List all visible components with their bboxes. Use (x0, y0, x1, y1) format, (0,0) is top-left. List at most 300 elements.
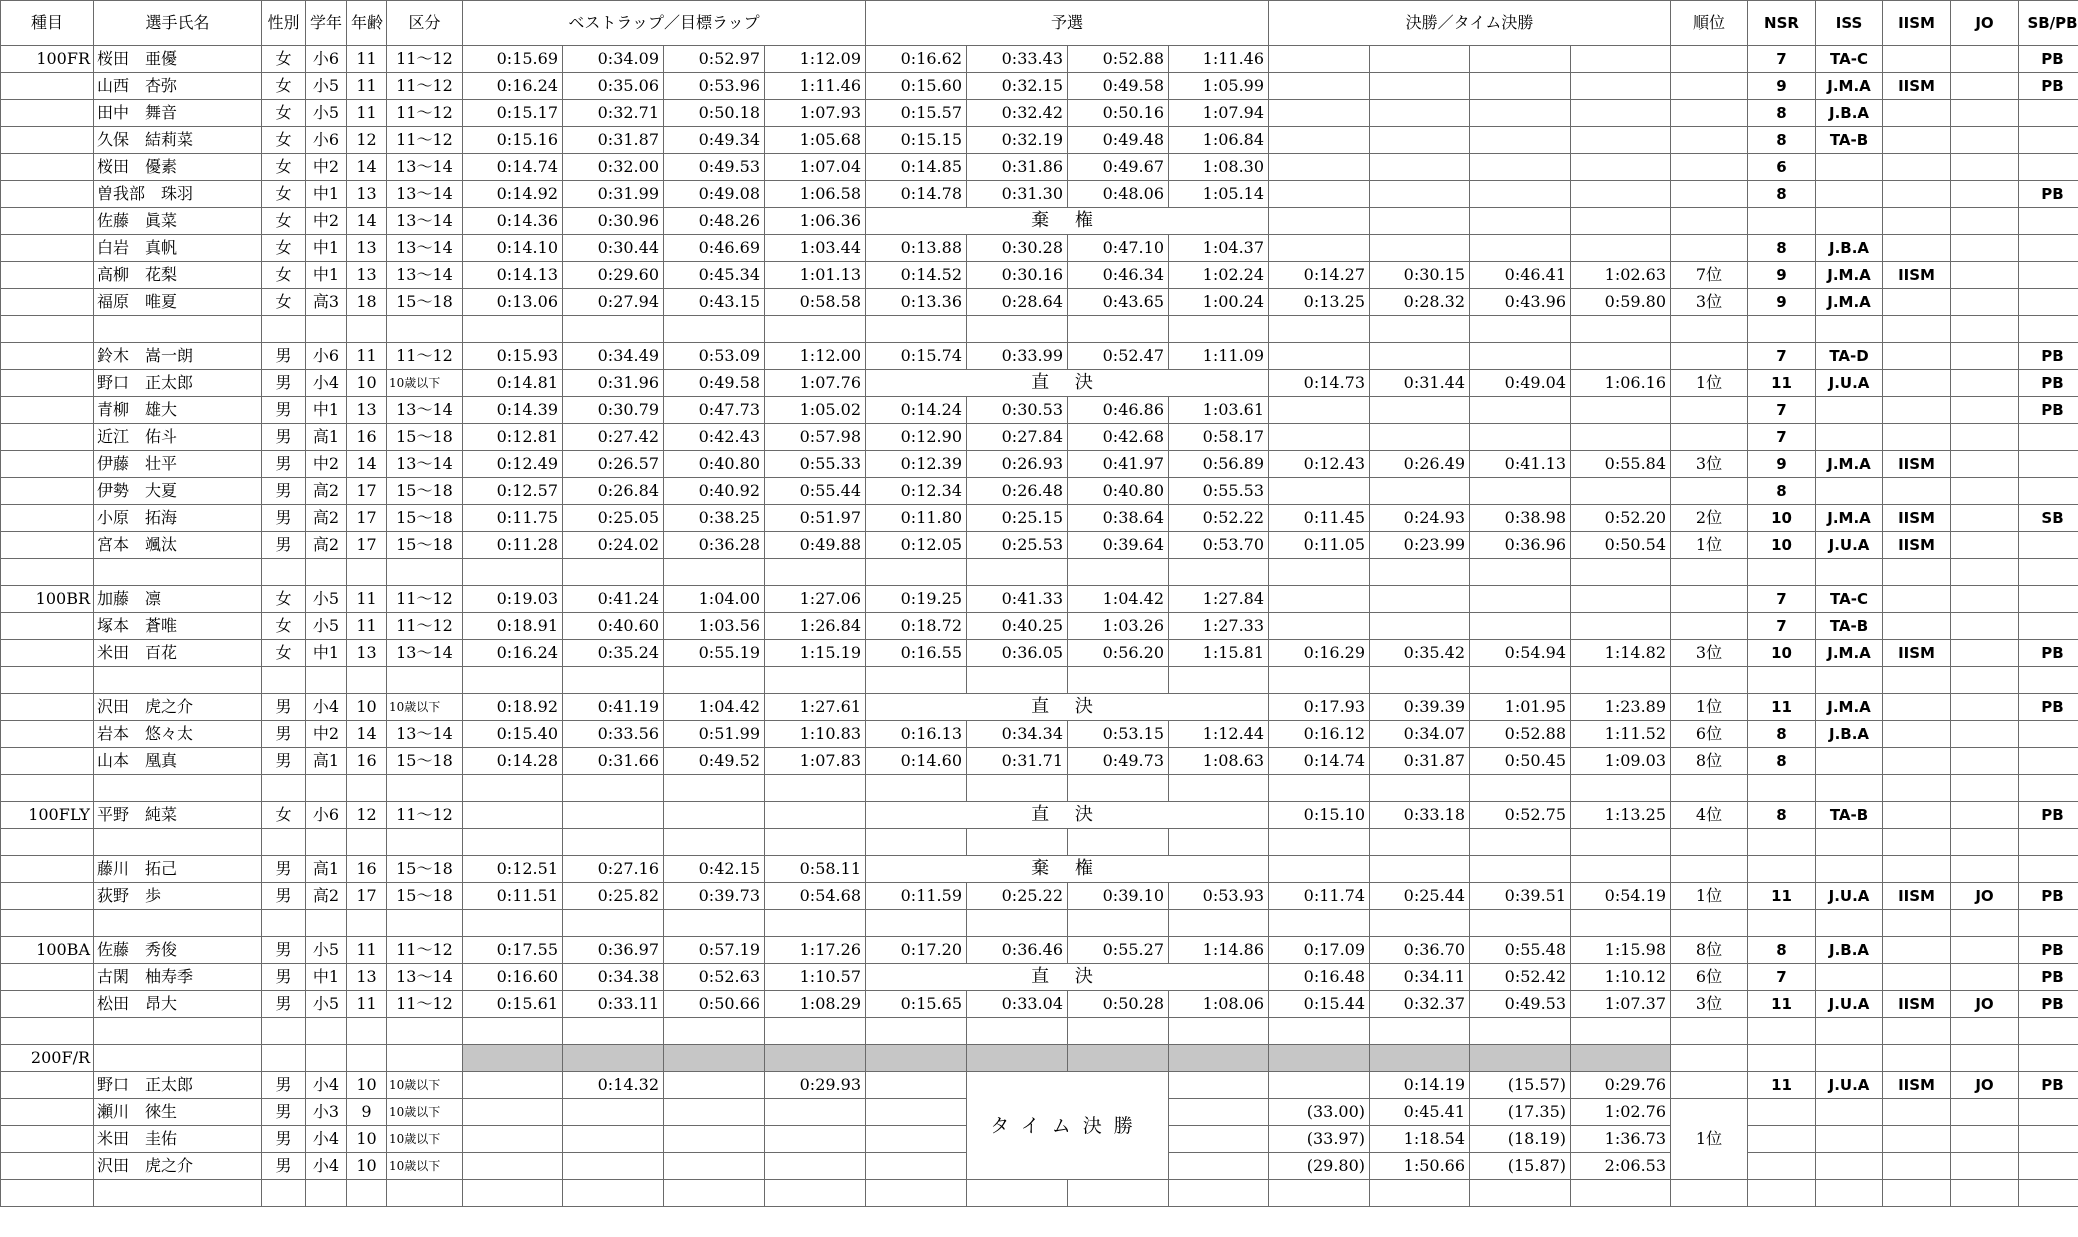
table-row (1, 100, 2078, 127)
empty-cell (1748, 829, 1816, 856)
swimmer-name: 岩本 悠々太 (94, 721, 262, 748)
best-lap-cell: 1:11.46 (765, 73, 866, 100)
prelim-cell: 1:06.84 (1169, 127, 1269, 154)
empty-cell (866, 775, 967, 802)
final-cell: 0:25.44 (1370, 883, 1470, 910)
best-lap-cell: 0:27.94 (563, 289, 664, 316)
age-cell: 16 (347, 748, 387, 775)
grade-cell: 高2 (306, 883, 347, 910)
iss-cell: J.M.A (1816, 73, 1883, 100)
best-lap-cell: 1:10.83 (765, 721, 866, 748)
best-lap-cell: 0:12.51 (463, 856, 563, 883)
category-cell: 10歳以下 (387, 1153, 463, 1180)
rank-cell: 3位 (1671, 640, 1748, 667)
empty-cell (306, 1045, 347, 1072)
empty-cell (1269, 1180, 1370, 1207)
empty-cell (1470, 316, 1571, 343)
empty-cell (2019, 1018, 2078, 1045)
grade-cell: 中1 (306, 262, 347, 289)
best-lap-cell: 1:06.36 (765, 208, 866, 235)
iss-cell: TA-B (1816, 127, 1883, 154)
gender-cell: 男 (262, 883, 306, 910)
gender-cell: 女 (262, 802, 306, 829)
iism-cell (1883, 370, 1951, 397)
iism-cell (1883, 478, 1951, 505)
empty-cell (765, 829, 866, 856)
prelim-cell: 0:14.52 (866, 262, 967, 289)
final-cell: 0:52.88 (1470, 721, 1571, 748)
iism-cell (1883, 586, 1951, 613)
best-lap-cell (664, 1072, 765, 1099)
iism-cell (1883, 127, 1951, 154)
rank-cell: 2位 (1671, 505, 1748, 532)
prelim-cell: 0:12.34 (866, 478, 967, 505)
category-cell: 11～12 (387, 73, 463, 100)
rank-cell (1671, 1072, 1748, 1099)
final-cell: 0:14.19 (1370, 1072, 1470, 1099)
empty-cell (262, 829, 306, 856)
empty-cell (1, 721, 94, 748)
grade-cell: 小4 (306, 370, 347, 397)
prelim-cell: 0:52.22 (1169, 505, 1269, 532)
gender-cell: 男 (262, 1072, 306, 1099)
final-cell (1269, 208, 1370, 235)
swimmer-name: 田中 舞音 (94, 100, 262, 127)
empty-cell (1816, 829, 1883, 856)
empty-cell (1169, 1072, 1269, 1099)
grade-cell: 小4 (306, 1072, 347, 1099)
best-lap-cell: 0:39.73 (664, 883, 765, 910)
grade-cell: 高2 (306, 505, 347, 532)
rank-cell (1671, 586, 1748, 613)
table-row (1, 991, 2078, 1018)
header-category: 区分 (387, 1, 463, 46)
final-cell (1370, 397, 1470, 424)
empty-cell (1068, 1180, 1169, 1207)
empty-cell (967, 667, 1068, 694)
best-lap-cell: 0:26.57 (563, 451, 664, 478)
empty-cell (1, 316, 94, 343)
empty-cell (1571, 910, 1671, 937)
swimmer-name: 沢田 虎之介 (94, 694, 262, 721)
empty-cell (1671, 775, 1748, 802)
jo-cell (1951, 46, 2019, 73)
empty-cell (1169, 667, 1269, 694)
nsr-cell: 10 (1748, 640, 1816, 667)
table-row (1, 208, 2078, 235)
empty-cell (967, 829, 1068, 856)
final-cell (1571, 208, 1671, 235)
final-cell: 0:50.54 (1571, 532, 1671, 559)
best-lap-cell: 0:50.66 (664, 991, 765, 1018)
best-lap-cell: 1:10.57 (765, 964, 866, 991)
table-row (1, 856, 2078, 883)
prelim-cell: 0:31.86 (967, 154, 1068, 181)
final-cell: 0:54.19 (1571, 883, 1671, 910)
empty-cell (1, 451, 94, 478)
iss-cell (1816, 478, 1883, 505)
grade-cell: 中1 (306, 397, 347, 424)
header-grade: 学年 (306, 1, 347, 46)
header-jo: JO (1951, 1, 2019, 46)
best-lap-cell: 0:18.92 (463, 694, 563, 721)
prelim-cell: 0:33.04 (967, 991, 1068, 1018)
empty-cell (866, 559, 967, 586)
iss-cell: J.M.A (1816, 505, 1883, 532)
final-cell: 0:15.10 (1269, 802, 1370, 829)
final-cell: 0:39.51 (1470, 883, 1571, 910)
jo-cell (1951, 1153, 2019, 1180)
empty-cell (2019, 775, 2078, 802)
age-cell: 18 (347, 289, 387, 316)
nsr-cell: 8 (1748, 100, 1816, 127)
jo-cell (1951, 613, 2019, 640)
empty-cell (967, 1018, 1068, 1045)
nsr-cell: 8 (1748, 235, 1816, 262)
swimmer-name: 荻野 歩 (94, 883, 262, 910)
best-lap-cell: 0:11.51 (463, 883, 563, 910)
grade-cell: 高2 (306, 478, 347, 505)
swimmer-name: 鈴木 嵩一朗 (94, 343, 262, 370)
prelim-cell: 0:28.64 (967, 289, 1068, 316)
age-cell: 16 (347, 856, 387, 883)
best-lap-cell: 1:15.19 (765, 640, 866, 667)
rank-cell: 4位 (1671, 802, 1748, 829)
final-cell (1470, 208, 1571, 235)
empty-cell (967, 910, 1068, 937)
final-cell: 0:17.09 (1269, 937, 1370, 964)
best-lap-cell: 1:01.13 (765, 262, 866, 289)
best-lap-cell: 0:15.93 (463, 343, 563, 370)
final-cell: 1:18.54 (1370, 1126, 1470, 1153)
age-cell: 11 (347, 586, 387, 613)
nsr-cell: 9 (1748, 73, 1816, 100)
gender-cell: 男 (262, 532, 306, 559)
sbpb-cell (2019, 289, 2078, 316)
nsr-cell: 6 (1748, 154, 1816, 181)
empty-cell (1748, 775, 1816, 802)
blank-row (1, 775, 2078, 802)
age-cell: 13 (347, 262, 387, 289)
empty-cell (262, 316, 306, 343)
empty-cell (765, 1018, 866, 1045)
age-cell: 11 (347, 46, 387, 73)
category-cell: 11～12 (387, 100, 463, 127)
category-cell: 15～18 (387, 883, 463, 910)
prelim-cell: 1:00.24 (1169, 289, 1269, 316)
final-cell: 0:55.48 (1470, 937, 1571, 964)
prelim-cell: 0:55.53 (1169, 478, 1269, 505)
gender-cell: 男 (262, 370, 306, 397)
empty-cell (765, 1180, 866, 1207)
iss-cell: J.B.A (1816, 721, 1883, 748)
empty-cell (2019, 1180, 2078, 1207)
empty-cell (1370, 829, 1470, 856)
category-cell: 10歳以下 (387, 1099, 463, 1126)
empty-cell (387, 559, 463, 586)
best-lap-cell: 0:13.06 (463, 289, 563, 316)
iism-cell (1883, 397, 1951, 424)
nsr-cell: 7 (1748, 586, 1816, 613)
prelim-cell: 0:53.70 (1169, 532, 1269, 559)
gender-cell: 男 (262, 937, 306, 964)
empty-cell (347, 1180, 387, 1207)
empty-cell (1, 694, 94, 721)
best-lap-cell (765, 802, 866, 829)
event-label: 100BA (1, 937, 94, 964)
gender-cell: 男 (262, 1099, 306, 1126)
empty-cell (1, 289, 94, 316)
best-lap-cell: 1:08.29 (765, 991, 866, 1018)
gender-cell: 女 (262, 154, 306, 181)
table-row (1, 262, 2078, 289)
category-cell: 15～18 (387, 289, 463, 316)
table-row (1, 478, 2078, 505)
table-row (1, 748, 2078, 775)
final-cell: 0:14.74 (1269, 748, 1370, 775)
empty-cell (306, 775, 347, 802)
grade-cell: 小5 (306, 991, 347, 1018)
empty-cell (1816, 1180, 1883, 1207)
empty-cell (1, 1072, 94, 1099)
nsr-cell: 9 (1748, 289, 1816, 316)
final-cell (1269, 73, 1370, 100)
best-lap-cell: 0:51.99 (664, 721, 765, 748)
best-lap-cell: 0:41.19 (563, 694, 664, 721)
jo-cell (1951, 343, 2019, 370)
age-cell: 10 (347, 1072, 387, 1099)
nsr-cell: 7 (1748, 964, 1816, 991)
grade-cell: 中1 (306, 235, 347, 262)
empty-cell (1, 775, 94, 802)
best-lap-cell: 0:11.75 (463, 505, 563, 532)
final-cell: 1:14.82 (1571, 640, 1671, 667)
empty-cell (1, 613, 94, 640)
best-lap-cell: 1:03.56 (664, 613, 765, 640)
final-cell (1370, 235, 1470, 262)
table-row (1, 613, 2078, 640)
iss-cell: J.U.A (1816, 532, 1883, 559)
final-cell: 0:29.76 (1571, 1072, 1671, 1099)
empty-cell (1816, 1045, 1883, 1072)
prelim-cell: 0:14.85 (866, 154, 967, 181)
gender-cell: 男 (262, 478, 306, 505)
iism-cell (1883, 694, 1951, 721)
rank-cell: 6位 (1671, 721, 1748, 748)
iss-cell: J.M.A (1816, 289, 1883, 316)
iss-cell: J.M.A (1816, 640, 1883, 667)
jo-cell: JO (1951, 991, 2019, 1018)
empty-cell (1370, 316, 1470, 343)
jo-cell (1951, 154, 2019, 181)
blank-row (1, 667, 2078, 694)
relay-rank: 1位 (1671, 1099, 1748, 1180)
prelim-cell: 1:08.63 (1169, 748, 1269, 775)
best-lap-cell: 0:14.74 (463, 154, 563, 181)
table-row (1, 397, 2078, 424)
empty-cell (866, 1018, 967, 1045)
empty-cell (1, 991, 94, 1018)
gray-band-cell (1370, 1045, 1470, 1072)
age-cell: 17 (347, 532, 387, 559)
empty-cell (463, 829, 563, 856)
prelim-cell: 0:40.80 (1068, 478, 1169, 505)
age-cell: 13 (347, 397, 387, 424)
final-cell: 0:11.05 (1269, 532, 1370, 559)
best-lap-cell: 0:25.05 (563, 505, 664, 532)
best-lap-cell (664, 1099, 765, 1126)
empty-cell (1269, 910, 1370, 937)
rank-cell: 1位 (1671, 370, 1748, 397)
empty-cell (664, 667, 765, 694)
iss-cell (1816, 208, 1883, 235)
empty-cell (1, 748, 94, 775)
empty-cell (1748, 1045, 1816, 1072)
grade-cell: 中2 (306, 208, 347, 235)
table-row (1, 127, 2078, 154)
iism-cell (1883, 235, 1951, 262)
best-lap-cell: 0:34.49 (563, 343, 664, 370)
empty-cell (1671, 667, 1748, 694)
prelim-cell: 0:49.48 (1068, 127, 1169, 154)
best-lap-cell: 0:35.24 (563, 640, 664, 667)
iism-cell (1883, 721, 1951, 748)
empty-cell (1883, 829, 1951, 856)
category-cell: 13～14 (387, 964, 463, 991)
best-lap-cell: 0:15.17 (463, 100, 563, 127)
table-row (1, 964, 2078, 991)
relay-header-row (1, 1045, 2078, 1072)
event-label: 100FR (1, 46, 94, 73)
best-lap-cell (463, 802, 563, 829)
jo-cell: JO (1951, 1072, 2019, 1099)
empty-cell (1169, 316, 1269, 343)
empty-cell (866, 829, 967, 856)
empty-cell (1, 829, 94, 856)
age-cell: 10 (347, 370, 387, 397)
iism-cell (1883, 343, 1951, 370)
best-lap-cell: 0:33.11 (563, 991, 664, 1018)
empty-cell (2019, 316, 2078, 343)
final-cell (1571, 856, 1671, 883)
prelim-cell: 0:25.22 (967, 883, 1068, 910)
iss-cell: J.M.A (1816, 262, 1883, 289)
final-cell: 0:55.84 (1571, 451, 1671, 478)
best-lap-cell: 1:07.93 (765, 100, 866, 127)
age-cell: 11 (347, 937, 387, 964)
rank-cell (1671, 424, 1748, 451)
empty-cell (1883, 910, 1951, 937)
final-cell: 0:28.32 (1370, 289, 1470, 316)
iism-cell: IISM (1883, 505, 1951, 532)
final-cell (1470, 154, 1571, 181)
gender-cell: 女 (262, 73, 306, 100)
prelim-cell: 1:11.46 (1169, 46, 1269, 73)
rank-cell: 1位 (1671, 883, 1748, 910)
table-row (1, 370, 2078, 397)
iism-cell (1883, 937, 1951, 964)
prelim-cell: 0:15.60 (866, 73, 967, 100)
empty-cell (1, 343, 94, 370)
final-cell: 1:15.98 (1571, 937, 1671, 964)
rank-cell (1671, 127, 1748, 154)
sbpb-cell (2019, 127, 2078, 154)
gender-cell: 男 (262, 451, 306, 478)
swimmer-name: 小原 拓海 (94, 505, 262, 532)
empty-cell (1, 181, 94, 208)
empty-cell (1, 667, 94, 694)
gray-band-cell (866, 1045, 967, 1072)
empty-cell (765, 316, 866, 343)
best-lap-cell: 0:52.97 (664, 46, 765, 73)
final-cell: 1:01.95 (1470, 694, 1571, 721)
iss-cell: J.M.A (1816, 694, 1883, 721)
grade-cell: 高1 (306, 748, 347, 775)
final-cell: (33.00) (1269, 1099, 1370, 1126)
best-lap-cell: 0:24.02 (563, 532, 664, 559)
table-row (1, 181, 2078, 208)
sbpb-cell: PB (2019, 46, 2078, 73)
final-cell: 0:30.15 (1370, 262, 1470, 289)
category-cell: 11～12 (387, 937, 463, 964)
rank-cell (1671, 613, 1748, 640)
nsr-cell: 10 (1748, 505, 1816, 532)
table-row (1, 73, 2078, 100)
gray-band-cell (1571, 1045, 1671, 1072)
empty-cell (262, 1045, 306, 1072)
iism-cell: IISM (1883, 73, 1951, 100)
prelim-cell: 0:15.74 (866, 343, 967, 370)
final-cell (1269, 424, 1370, 451)
rank-cell: 3位 (1671, 451, 1748, 478)
rank-cell: 1位 (1671, 694, 1748, 721)
final-cell (1470, 586, 1571, 613)
table-row (1, 694, 2078, 721)
iism-cell (1883, 964, 1951, 991)
sbpb-cell (2019, 856, 2078, 883)
prelim-cell: 0:16.55 (866, 640, 967, 667)
empty-cell (664, 1180, 765, 1207)
empty-cell (1, 883, 94, 910)
final-cell (1470, 73, 1571, 100)
prelim-cell: 0:27.84 (967, 424, 1068, 451)
best-lap-cell: 1:04.42 (664, 694, 765, 721)
grade-cell: 小5 (306, 613, 347, 640)
gender-cell: 女 (262, 208, 306, 235)
prelim-cell: 1:03.26 (1068, 613, 1169, 640)
best-lap-cell: 0:52.63 (664, 964, 765, 991)
empty-cell (1671, 1018, 1748, 1045)
prelim-cell: 0:53.93 (1169, 883, 1269, 910)
prelim-cell: 0:14.78 (866, 181, 967, 208)
prelim-cell: 1:03.61 (1169, 397, 1269, 424)
empty-cell (1883, 775, 1951, 802)
empty-cell (1671, 1045, 1748, 1072)
iss-cell: J.M.A (1816, 451, 1883, 478)
nsr-cell: 11 (1748, 883, 1816, 910)
nsr-cell: 9 (1748, 451, 1816, 478)
empty-cell (664, 829, 765, 856)
final-cell: 0:12.43 (1269, 451, 1370, 478)
final-cell: 0:41.13 (1470, 451, 1571, 478)
empty-cell (1816, 775, 1883, 802)
rank-cell: 8位 (1671, 748, 1748, 775)
age-cell: 11 (347, 100, 387, 127)
table-row (1, 586, 2078, 613)
rank-cell: 6位 (1671, 964, 1748, 991)
final-cell: 0:33.18 (1370, 802, 1470, 829)
best-lap-cell: 0:25.82 (563, 883, 664, 910)
